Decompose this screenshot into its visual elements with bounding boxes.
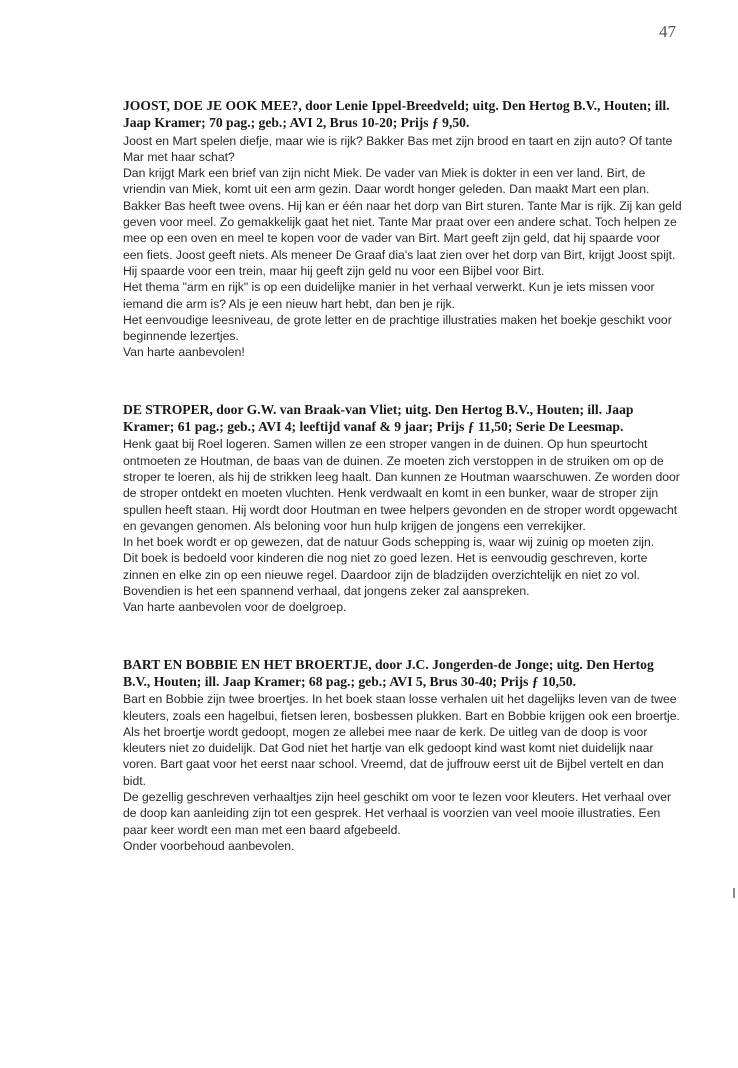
review-paragraph: Henk gaat bij Roel logeren. Samen willen ze een stroper vangen in de duinen. Op hun speurtocht ontmoeten ze Houtman, de baas van de duinen. Ze moeten zich verstoppen in de struiken om op de stroper te loeren, als hij de strikken leeg haalt. Dan kunnen ze Houtman waarschuwen. Ze worden door de stroper ontdekt en moeten vluchten. Henk verdwaalt en komt in een bunker, waar de stroper zijn spullen heeft staan. Hij wordt door Houtman en twee helpers gevonden en de stroper wordt opgewacht en gevangen genomen. Als beloning voor hun hulp krijgen de jongens een verrekijker. <box>123 437 680 533</box>
review-paragraph: Het eenvoudige leesniveau, de grote letter en de prachtige illustraties maken het boekje geschikt voor beginnende lezertjes. <box>123 312 672 344</box>
review-verdict: Van harte aanbevolen voor de doelgroep. <box>123 600 347 615</box>
review-paragraph: Dan krijgt Mark een brief van zijn nicht Miek. De vader van Miek is dokter in een ver land. Birt, de vriendin van Miek, komt uit een arm gezin. Daar wordt honger geleden. Dan maakt Mart een plan. Bakker Bas heeft twee ovens. Hij kan er één naar het dorp van Birt sturen. Tante Mar is rijk. Zij kan geld geven voor meel. Zo gemakkelijk gaat het niet. Tante Mar praat over een andere schat. Toch helpen ze mee op een oven en meel te kopen voor de vader van Birt. Mart geeft zijn geld, dat hij spaarde voor een fiets. Joost geeft niets. Als meneer De Graaf dia's laat zien over het dorp van Birt, krijgt Joost spijt. Hij spaarde voor een trein, maar hij geeft zijn geld nu voor een Bijbel voor Birt. <box>123 166 682 278</box>
page-number: 47 <box>659 22 676 41</box>
review-heading: BART EN BOBBIE EN HET BROERTJE, door J.C. Jongerden-de Jonge; uitg. Den Hertog B.V., Houten; ill. Jaap Kramer; 68 pag.; geb.; AVI 5, Brus 30-40; Prijs ƒ 10,50. <box>123 656 654 689</box>
review-de-stroper <box>123 401 683 616</box>
review-verdict: Onder voorbehoud aanbevolen. <box>123 838 295 853</box>
review-verdict: Van harte aanbevolen! <box>123 345 245 360</box>
reviews-column <box>123 97 683 854</box>
review-joost-doe-je-ook-mee <box>123 97 683 361</box>
review-paragraph: In het boek wordt er op gewezen, dat de natuur Gods schepping is, waar wij zuinig op moeten zijn. <box>123 535 655 550</box>
review-paragraph: Bart en Bobbie zijn twee broertjes. In het boek staan losse verhalen uit het dagelijks leven van de twee kleuters, zoals een hagelbui, fietsen leren, bosbessen plukken. Bart en Bobbie krijgen ook een broertje. Als het broertje wordt gedoopt, mogen ze allebei mee naar de kerk. De uitleg van de doop is voor kleuters niet zo duidelijk. Dat God niet het hartje van elk gedoopt kind wast komt niet duidelijk naar voren. Bart gaat voor het eerst naar school. Vreemd, dat de juffrouw eerst uit de Bijbel vertelt en dan bidt. <box>123 692 680 788</box>
margin-mark <box>733 888 735 898</box>
review-paragraph: De gezellig geschreven verhaaltjes zijn heel geschikt om voor te lezen voor kleuters. Het verhaal over de doop kan aanleiding zijn tot een gesprek. Het verhaal is voorzien van veel mooie illustraties. Een paar keer wordt een man met een baard afgebeeld. <box>123 789 672 837</box>
review-paragraph: Dit boek is bedoeld voor kinderen die nog niet zo goed lezen. Het is eenvoudig geschreven, korte zinnen en elke zin op een nieuwe regel. Daardoor zijn de bladzijden overzichtelijk en niet zo vol. Bovendien is het een spannend verhaal, dat jongens zeker zal aanspreken. <box>123 551 648 599</box>
review-heading: DE STROPER, door G.W. van Braak-van Vliet; uitg. Den Hertog B.V., Houten; ill. Jaap Kramer; 61 pag.; geb.; AVI 4; leeftijd vanaf & 9 jaar; Prijs ƒ 11,50; Serie De Leesmap. <box>123 401 634 435</box>
review-bart-en-bobbie <box>123 656 683 855</box>
review-heading: JOOST, DOE JE OOK MEE?, door Lenie Ippel-Breedveld; uitg. Den Hertog B.V., Houten; ill. Jaap Kramer; 70 pag.; geb.; AVI 2, Brus 10-20; Prijs ƒ 9,50. <box>123 98 670 131</box>
review-paragraph: Het thema "arm en rijk" is op een duidelijke manier in het verhaal verwerkt. Kun je iets missen voor iemand die arm is? Als je een nieuw hart hebt, dan ben je rijk. <box>123 280 655 311</box>
review-paragraph: Joost en Mart spelen diefje, maar wie is rijk? Bakker Bas met zijn brood en taart en zijn auto? Of tante Mar met haar schat? <box>123 133 673 164</box>
